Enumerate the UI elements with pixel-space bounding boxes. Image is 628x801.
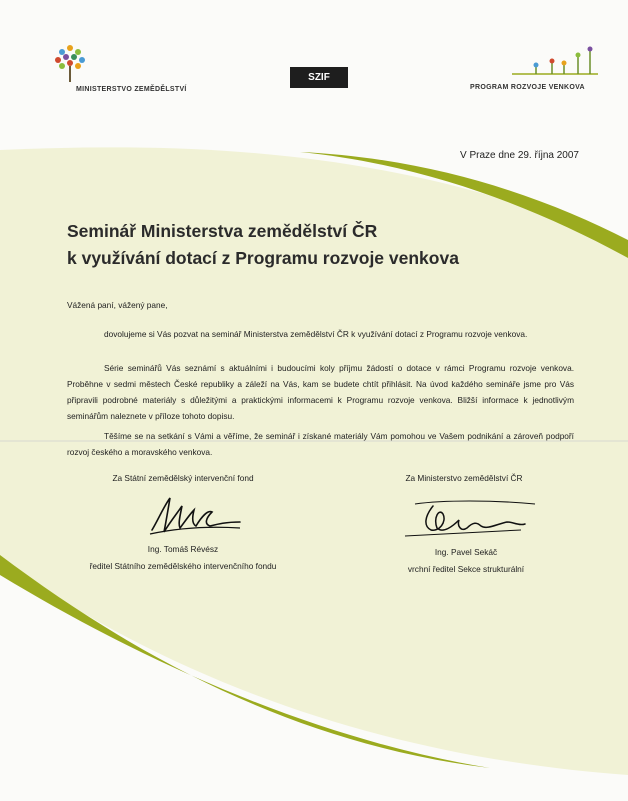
szif-logo xyxy=(290,67,348,88)
program-logo-text: PROGRAM ROZVOJE VENKOVA xyxy=(470,84,585,91)
signature-left-role: ředitel Státního zemědělského intervenčního fondu xyxy=(89,561,277,571)
ministry-tree-icon xyxy=(50,42,90,84)
paragraph-invitation: dovolujeme si Vás pozvat na seminář Ministerstva zemědělství ČR k využívání dotací z Programu rozvoje venkova. xyxy=(104,329,528,339)
paragraph-details-text: Série seminářů Vás seznámí s aktuálními i budoucími koly příjmu žádostí o dotace v rámci Programu rozvoje venkova. Proběhne v sedmi městech České republiky a záleží na Vás, kam se budete chtít přihlásit. Na úvod každého semináře jsme pro Vás připravili podrobné materiály s důležitými a praktickými informacemi k Programu rozvoje venkova. Bližší informace k jednotlivým seminářům naleznete v příloze tohoto dopisu. xyxy=(67,363,574,421)
signature-right-role: vrchní ředitel Sekce strukturální xyxy=(407,564,525,574)
signature-right-handwritten-icon xyxy=(403,496,538,540)
salutation: Vážená paní, vážený pane, xyxy=(67,300,168,310)
paragraph-closing xyxy=(67,428,574,460)
signature-left-handwritten-icon xyxy=(148,492,243,536)
letter-title-line1: Seminář Ministerstva zemědělství ČR xyxy=(67,221,378,241)
letter-date: V Praze dne 29. října 2007 xyxy=(460,150,579,161)
signature-left-name: Ing. Tomáš Révész xyxy=(147,544,219,554)
paragraph-closing-text: Těšíme se na setkání s Vámi a věříme, že seminář i získané materiály Vám pomohou ve Vašem podnikání a zároveň podpoří rozvoj českého a moravského venkova. xyxy=(67,431,574,457)
program-sprouts-icon xyxy=(512,44,598,78)
signature-left-org: Za Státní zemědělský intervenční fond xyxy=(112,473,254,483)
letter-title-line2: k využívání dotací z Programu rozvoje venkova xyxy=(67,248,459,268)
szif-logo-text: SZIF xyxy=(308,72,330,83)
paragraph-details xyxy=(67,360,574,424)
ministry-logo-text: MINISTERSTVO ZEMĚDĚLSTVÍ xyxy=(76,86,187,93)
signature-right-name: Ing. Pavel Sekáč xyxy=(434,547,498,557)
signature-right-org: Za Ministerstvo zemědělství ČR xyxy=(405,473,523,483)
